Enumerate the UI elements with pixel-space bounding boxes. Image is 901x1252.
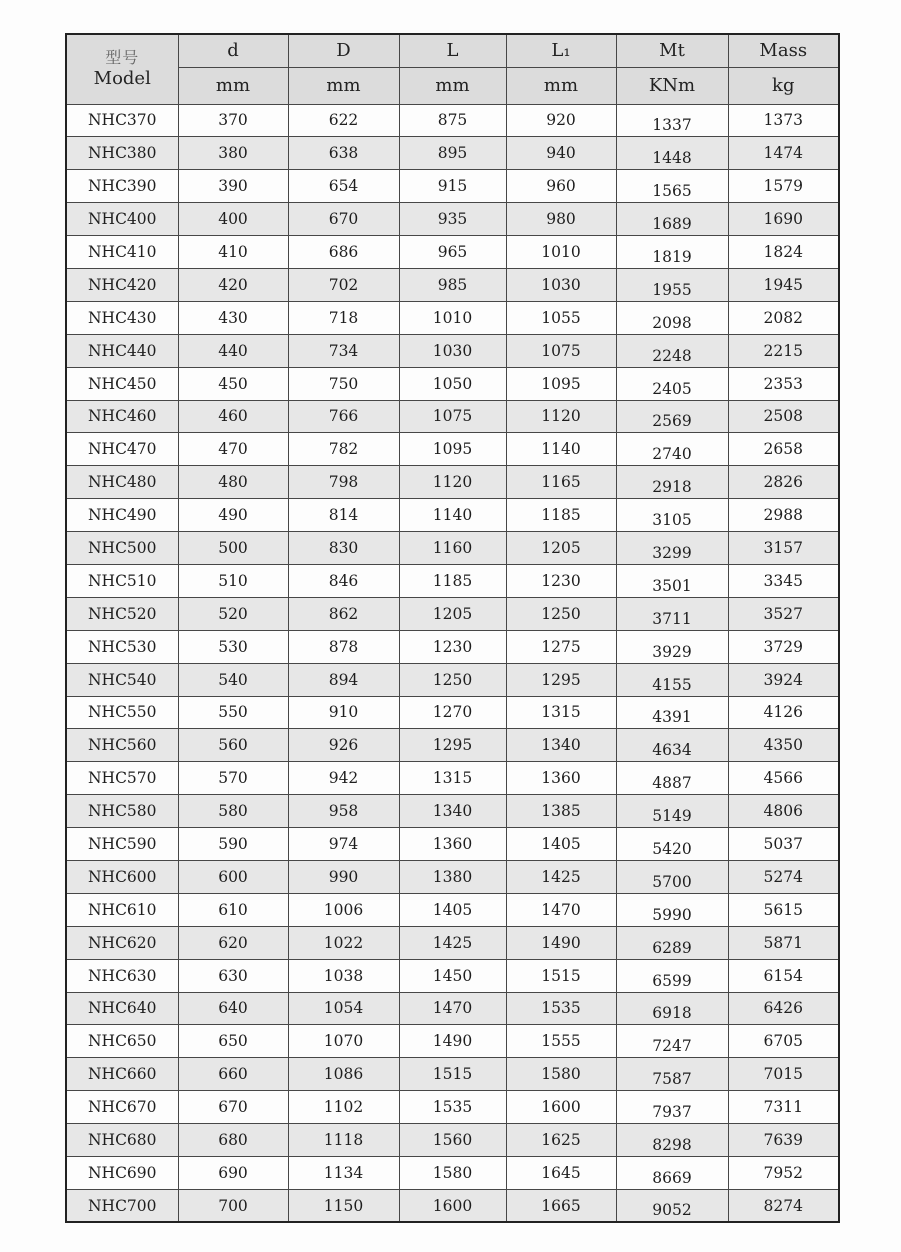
- table-row: [66, 729, 839, 762]
- table-cell: 1250: [399, 663, 506, 696]
- table-row: [66, 828, 839, 861]
- table-row: [66, 466, 839, 499]
- table-cell: 7311: [728, 1091, 839, 1124]
- table-cell: 1315: [399, 762, 506, 795]
- model-cell: NHC500: [66, 532, 178, 565]
- table-cell: 1337: [616, 104, 728, 137]
- table-cell: 7587: [616, 1058, 728, 1091]
- table-cell: 875: [399, 104, 506, 137]
- table-cell: 846: [288, 564, 399, 597]
- table-row: [66, 959, 839, 992]
- table-row: [66, 1124, 839, 1157]
- table-cell: 1535: [506, 992, 616, 1025]
- table-cell: 1070: [288, 1025, 399, 1058]
- table-cell: 1385: [506, 795, 616, 828]
- model-cell: NHC620: [66, 926, 178, 959]
- table-row: [66, 433, 839, 466]
- column-header-L: L: [399, 34, 506, 67]
- model-cell: NHC430: [66, 301, 178, 334]
- table-cell: 2508: [728, 400, 839, 433]
- unit-header-d: mm: [178, 67, 288, 104]
- table-cell: 470: [178, 433, 288, 466]
- table-cell: 1360: [399, 828, 506, 861]
- table-cell: 5990: [616, 893, 728, 926]
- table-cell: 910: [288, 696, 399, 729]
- table-cell: 1120: [506, 400, 616, 433]
- table-cell: 1295: [399, 729, 506, 762]
- table-cell: 4155: [616, 663, 728, 696]
- table-cell: 2988: [728, 499, 839, 532]
- table-cell: 958: [288, 795, 399, 828]
- table-cell: 2918: [616, 466, 728, 499]
- table-cell: 1054: [288, 992, 399, 1025]
- table-cell: 5149: [616, 795, 728, 828]
- table-cell: 1086: [288, 1058, 399, 1091]
- model-cell: NHC560: [66, 729, 178, 762]
- table-row: [66, 1025, 839, 1058]
- table-cell: 980: [506, 203, 616, 236]
- table-cell: 1010: [506, 236, 616, 269]
- table-row: [66, 696, 839, 729]
- unit-header-L: mm: [399, 67, 506, 104]
- table-cell: 600: [178, 860, 288, 893]
- table-cell: 2082: [728, 301, 839, 334]
- table-cell: 895: [399, 137, 506, 170]
- table-row: [66, 268, 839, 301]
- column-header-Mt: Mt: [616, 34, 728, 67]
- table-cell: 4391: [616, 696, 728, 729]
- table-cell: 5037: [728, 828, 839, 861]
- table-cell: 3105: [616, 499, 728, 532]
- table-cell: 9052: [616, 1189, 728, 1222]
- table-cell: 7247: [616, 1025, 728, 1058]
- table-cell: 1140: [399, 499, 506, 532]
- model-cell: NHC520: [66, 597, 178, 630]
- table-cell: 700: [178, 1189, 288, 1222]
- table-cell: 1095: [506, 367, 616, 400]
- model-cell: NHC470: [66, 433, 178, 466]
- table-row: [66, 104, 839, 137]
- table-row: [66, 400, 839, 433]
- table-cell: 4350: [728, 729, 839, 762]
- table-cell: 620: [178, 926, 288, 959]
- table-cell: 1055: [506, 301, 616, 334]
- table-cell: 638: [288, 137, 399, 170]
- table-cell: 1205: [399, 597, 506, 630]
- table-cell: 5615: [728, 893, 839, 926]
- model-cell: NHC640: [66, 992, 178, 1025]
- unit-header-L1: mm: [506, 67, 616, 104]
- table-cell: 1030: [399, 334, 506, 367]
- model-cell: NHC650: [66, 1025, 178, 1058]
- table-cell: 1470: [399, 992, 506, 1025]
- table-cell: 1490: [506, 926, 616, 959]
- model-cell: NHC440: [66, 334, 178, 367]
- table-row: [66, 926, 839, 959]
- table-cell: 680: [178, 1124, 288, 1157]
- model-header-english: Model: [93, 68, 151, 89]
- table-cell: 1579: [728, 170, 839, 203]
- table-cell: 550: [178, 696, 288, 729]
- table-cell: 370: [178, 104, 288, 137]
- table-row: [66, 597, 839, 630]
- table-row: [66, 860, 839, 893]
- table-cell: 1470: [506, 893, 616, 926]
- table-cell: 622: [288, 104, 399, 137]
- table-cell: 2248: [616, 334, 728, 367]
- table-cell: 734: [288, 334, 399, 367]
- model-cell: NHC400: [66, 203, 178, 236]
- table-cell: 670: [178, 1091, 288, 1124]
- model-cell: NHC580: [66, 795, 178, 828]
- table-cell: 974: [288, 828, 399, 861]
- table-cell: 3711: [616, 597, 728, 630]
- model-cell: NHC610: [66, 893, 178, 926]
- table-cell: 1490: [399, 1025, 506, 1058]
- table-cell: 782: [288, 433, 399, 466]
- table-cell: 1340: [506, 729, 616, 762]
- column-header-model: [66, 34, 178, 104]
- header-row-units: [66, 67, 839, 104]
- table-cell: 520: [178, 597, 288, 630]
- model-cell: NHC510: [66, 564, 178, 597]
- model-cell: NHC660: [66, 1058, 178, 1091]
- table-cell: 654: [288, 170, 399, 203]
- table-row: [66, 795, 839, 828]
- table-header: [66, 34, 839, 104]
- table-cell: 670: [288, 203, 399, 236]
- table-cell: 1160: [399, 532, 506, 565]
- table-cell: 4887: [616, 762, 728, 795]
- table-cell: 1075: [506, 334, 616, 367]
- table-cell: 1819: [616, 236, 728, 269]
- table-cell: 1665: [506, 1189, 616, 1222]
- table-cell: 8669: [616, 1157, 728, 1190]
- table-cell: 3501: [616, 564, 728, 597]
- table-row: [66, 137, 839, 170]
- table-cell: 1535: [399, 1091, 506, 1124]
- table-body: [66, 104, 839, 1222]
- table-cell: 1250: [506, 597, 616, 630]
- model-cell: NHC410: [66, 236, 178, 269]
- table-cell: 1165: [506, 466, 616, 499]
- table-cell: 1405: [506, 828, 616, 861]
- table-cell: 935: [399, 203, 506, 236]
- table-cell: 420: [178, 268, 288, 301]
- table-cell: 1580: [399, 1157, 506, 1190]
- table-cell: 1360: [506, 762, 616, 795]
- table-cell: 2215: [728, 334, 839, 367]
- table-cell: 1230: [506, 564, 616, 597]
- model-cell: NHC670: [66, 1091, 178, 1124]
- table-cell: 1038: [288, 959, 399, 992]
- table-cell: 1555: [506, 1025, 616, 1058]
- unit-header-D: mm: [288, 67, 399, 104]
- table-cell: 1824: [728, 236, 839, 269]
- table-cell: 570: [178, 762, 288, 795]
- table-cell: 3527: [728, 597, 839, 630]
- model-cell: NHC450: [66, 367, 178, 400]
- table-cell: 1205: [506, 532, 616, 565]
- table-row: [66, 203, 839, 236]
- table-cell: 450: [178, 367, 288, 400]
- model-cell: NHC390: [66, 170, 178, 203]
- model-cell: NHC630: [66, 959, 178, 992]
- table-cell: 640: [178, 992, 288, 1025]
- table-cell: 3929: [616, 630, 728, 663]
- table-cell: 1275: [506, 630, 616, 663]
- table-row: [66, 663, 839, 696]
- column-header-Mass: Mass: [728, 34, 839, 67]
- table-row: [66, 992, 839, 1025]
- table-cell: 1955: [616, 268, 728, 301]
- table-cell: 540: [178, 663, 288, 696]
- table-cell: 814: [288, 499, 399, 532]
- table-cell: 510: [178, 564, 288, 597]
- table-cell: 2098: [616, 301, 728, 334]
- model-cell: NHC570: [66, 762, 178, 795]
- table-cell: 1134: [288, 1157, 399, 1190]
- table-cell: 3157: [728, 532, 839, 565]
- table-cell: 1474: [728, 137, 839, 170]
- table-cell: 1140: [506, 433, 616, 466]
- model-cell: NHC420: [66, 268, 178, 301]
- table-cell: 1945: [728, 268, 839, 301]
- model-cell: NHC530: [66, 630, 178, 663]
- table-cell: 1295: [506, 663, 616, 696]
- table-cell: 686: [288, 236, 399, 269]
- table-cell: 6426: [728, 992, 839, 1025]
- table-cell: 1340: [399, 795, 506, 828]
- table-cell: 1690: [728, 203, 839, 236]
- table-cell: 5871: [728, 926, 839, 959]
- table-cell: 940: [506, 137, 616, 170]
- table-cell: 3924: [728, 663, 839, 696]
- model-cell: NHC480: [66, 466, 178, 499]
- table-cell: 1560: [399, 1124, 506, 1157]
- table-cell: 920: [506, 104, 616, 137]
- table-cell: 1425: [399, 926, 506, 959]
- table-row: [66, 170, 839, 203]
- table-cell: 830: [288, 532, 399, 565]
- table-cell: 965: [399, 236, 506, 269]
- table-cell: 4126: [728, 696, 839, 729]
- table-cell: 6918: [616, 992, 728, 1025]
- table-cell: 2826: [728, 466, 839, 499]
- table-cell: 7639: [728, 1124, 839, 1157]
- table-cell: 3729: [728, 630, 839, 663]
- table-cell: 1689: [616, 203, 728, 236]
- table-cell: 2353: [728, 367, 839, 400]
- table-cell: 1185: [506, 499, 616, 532]
- table-row: [66, 1091, 839, 1124]
- table-cell: 718: [288, 301, 399, 334]
- table-cell: 1120: [399, 466, 506, 499]
- table-row: [66, 564, 839, 597]
- table-cell: 580: [178, 795, 288, 828]
- model-cell: NHC380: [66, 137, 178, 170]
- model-cell: NHC680: [66, 1124, 178, 1157]
- table-row: [66, 893, 839, 926]
- table-cell: 1580: [506, 1058, 616, 1091]
- table-row: [66, 1157, 839, 1190]
- table-cell: 894: [288, 663, 399, 696]
- table-cell: 5420: [616, 828, 728, 861]
- table-cell: 5274: [728, 860, 839, 893]
- table-cell: 2569: [616, 400, 728, 433]
- table-row: [66, 1058, 839, 1091]
- table-cell: 380: [178, 137, 288, 170]
- model-cell: NHC490: [66, 499, 178, 532]
- table-cell: 6599: [616, 959, 728, 992]
- column-header-L1: L₁: [506, 34, 616, 67]
- table-cell: 560: [178, 729, 288, 762]
- table-cell: 1645: [506, 1157, 616, 1190]
- table-cell: 2405: [616, 367, 728, 400]
- table-cell: 1006: [288, 893, 399, 926]
- table-cell: 410: [178, 236, 288, 269]
- table-cell: 7937: [616, 1091, 728, 1124]
- table-cell: 1150: [288, 1189, 399, 1222]
- table-cell: 1102: [288, 1091, 399, 1124]
- column-header-D: D: [288, 34, 399, 67]
- table-cell: 590: [178, 828, 288, 861]
- table-cell: 2740: [616, 433, 728, 466]
- table-cell: 5700: [616, 860, 728, 893]
- table-cell: 480: [178, 466, 288, 499]
- table-cell: 440: [178, 334, 288, 367]
- table-cell: 1450: [399, 959, 506, 992]
- table-cell: 1230: [399, 630, 506, 663]
- table-cell: 1600: [506, 1091, 616, 1124]
- table-cell: 490: [178, 499, 288, 532]
- table-cell: 4806: [728, 795, 839, 828]
- table-cell: 1515: [399, 1058, 506, 1091]
- table-cell: 660: [178, 1058, 288, 1091]
- table-cell: 1095: [399, 433, 506, 466]
- table-cell: 1448: [616, 137, 728, 170]
- table-cell: 1022: [288, 926, 399, 959]
- model-cell: NHC540: [66, 663, 178, 696]
- table-cell: 960: [506, 170, 616, 203]
- table-cell: 7015: [728, 1058, 839, 1091]
- table-cell: 985: [399, 268, 506, 301]
- table-cell: 650: [178, 1025, 288, 1058]
- table-cell: 1425: [506, 860, 616, 893]
- table-cell: 6705: [728, 1025, 839, 1058]
- table-cell: 610: [178, 893, 288, 926]
- table-cell: 6154: [728, 959, 839, 992]
- table-cell: 1118: [288, 1124, 399, 1157]
- table-cell: 942: [288, 762, 399, 795]
- table-cell: 1315: [506, 696, 616, 729]
- column-header-d: d: [178, 34, 288, 67]
- table-row: [66, 301, 839, 334]
- table-cell: 4566: [728, 762, 839, 795]
- model-cell: NHC590: [66, 828, 178, 861]
- table-row: [66, 762, 839, 795]
- table-cell: 798: [288, 466, 399, 499]
- table-row: [66, 367, 839, 400]
- table-cell: 390: [178, 170, 288, 203]
- model-cell: NHC460: [66, 400, 178, 433]
- model-cell: NHC690: [66, 1157, 178, 1190]
- table-cell: 400: [178, 203, 288, 236]
- table-row: [66, 630, 839, 663]
- table-cell: 1050: [399, 367, 506, 400]
- table-cell: 862: [288, 597, 399, 630]
- header-row-labels: [66, 34, 839, 67]
- table-cell: 500: [178, 532, 288, 565]
- model-header-chinese: 型号: [105, 48, 140, 67]
- unit-header-Mass: kg: [728, 67, 839, 104]
- table-cell: 530: [178, 630, 288, 663]
- table-cell: 878: [288, 630, 399, 663]
- table-row: [66, 499, 839, 532]
- table-cell: 1380: [399, 860, 506, 893]
- table-cell: 3299: [616, 532, 728, 565]
- table-cell: 702: [288, 268, 399, 301]
- model-cell: NHC600: [66, 860, 178, 893]
- table-cell: 926: [288, 729, 399, 762]
- table-cell: 690: [178, 1157, 288, 1190]
- table-cell: 990: [288, 860, 399, 893]
- model-cell: NHC370: [66, 104, 178, 137]
- table-cell: 915: [399, 170, 506, 203]
- table-cell: 1270: [399, 696, 506, 729]
- table-row: [66, 532, 839, 565]
- table-cell: 1515: [506, 959, 616, 992]
- table-cell: 8298: [616, 1124, 728, 1157]
- table-cell: 1373: [728, 104, 839, 137]
- table-cell: 2658: [728, 433, 839, 466]
- unit-header-Mt: KNm: [616, 67, 728, 104]
- table-cell: 1405: [399, 893, 506, 926]
- table-row: [66, 1189, 839, 1222]
- table-cell: 1030: [506, 268, 616, 301]
- model-cell: NHC550: [66, 696, 178, 729]
- table-cell: 7952: [728, 1157, 839, 1190]
- table-cell: 1075: [399, 400, 506, 433]
- table-cell: 1565: [616, 170, 728, 203]
- model-spec-table: [65, 33, 840, 1223]
- table-cell: 1010: [399, 301, 506, 334]
- table-row: [66, 236, 839, 269]
- table-cell: 430: [178, 301, 288, 334]
- table-cell: 1600: [399, 1189, 506, 1222]
- model-cell: NHC700: [66, 1189, 178, 1222]
- table-cell: 8274: [728, 1189, 839, 1222]
- table-cell: 3345: [728, 564, 839, 597]
- table-cell: 460: [178, 400, 288, 433]
- table-cell: 1625: [506, 1124, 616, 1157]
- table-cell: 4634: [616, 729, 728, 762]
- table-row: [66, 334, 839, 367]
- table-cell: 750: [288, 367, 399, 400]
- table-cell: 6289: [616, 926, 728, 959]
- table-cell: 766: [288, 400, 399, 433]
- table-cell: 630: [178, 959, 288, 992]
- table-cell: 1185: [399, 564, 506, 597]
